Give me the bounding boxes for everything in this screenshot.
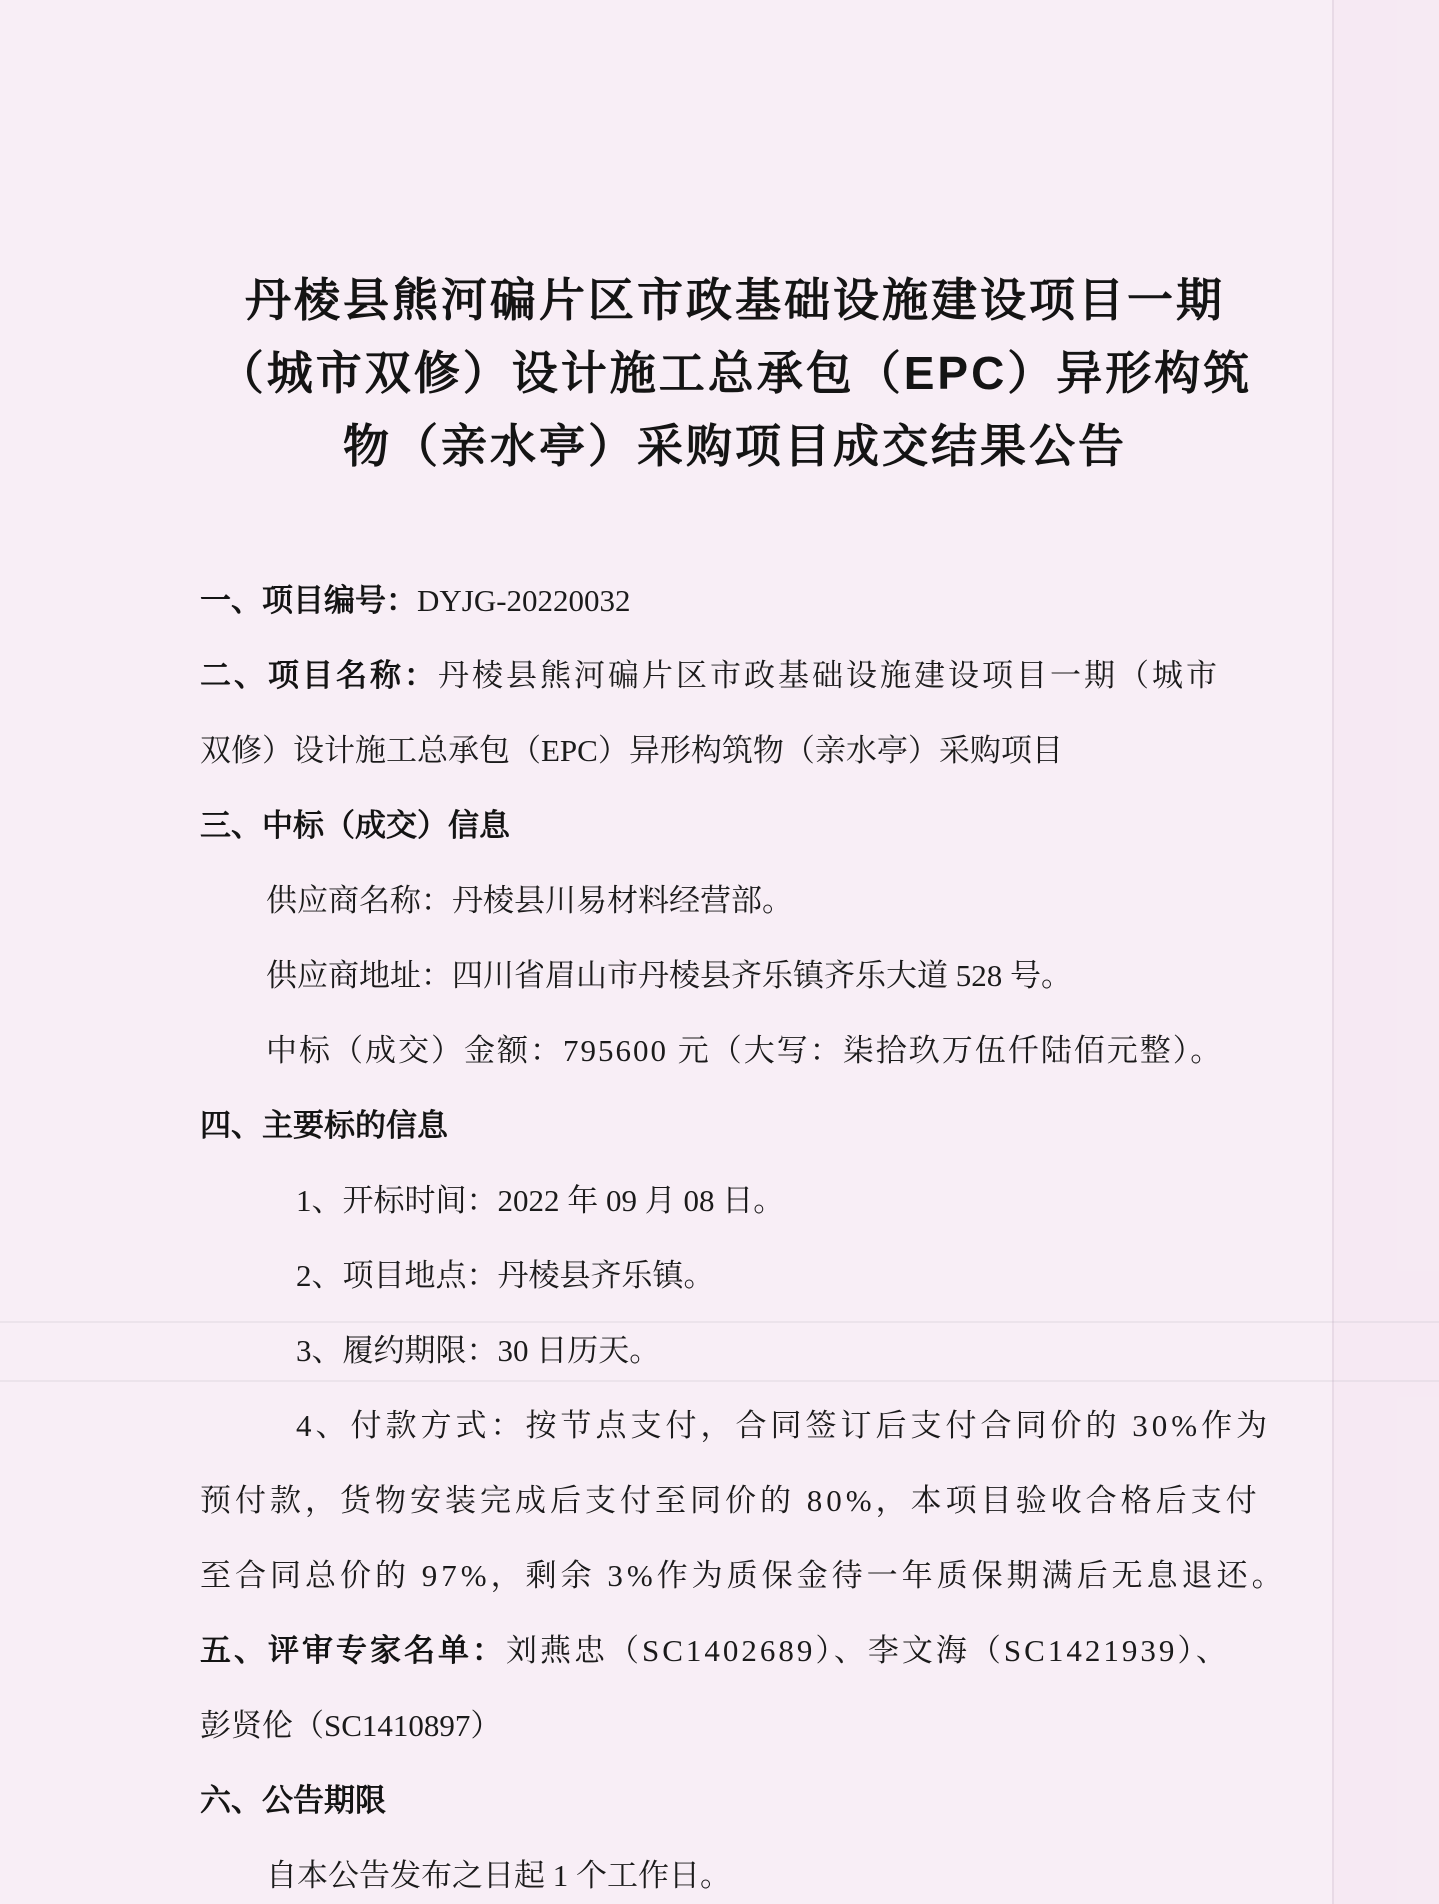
supplier-name-value: 供应商名称：丹棱县川易材料经营部。 [266, 883, 793, 918]
opening-time-value: 1、开标时间：2022 年 09 月 08 日。 [296, 1183, 785, 1218]
experts-list-label: 五、评审专家名单： [200, 1633, 506, 1668]
document-title [200, 264, 1270, 483]
payment-terms-line-2 [200, 1463, 1270, 1538]
project-name-value-2: 双修）设计施工总承包（EPC）异形构筑物（亲水亭）采购项目 [200, 733, 1063, 768]
title-line-2: （城市双修）设计施工总承包（EPC）异形构筑 [217, 347, 1253, 399]
project-name-line-2 [200, 713, 1270, 788]
supplier-name-line [200, 863, 1270, 938]
title-line-3: 物（亲水亭）采购项目成交结果公告 [343, 420, 1127, 472]
experts-list-line-2 [200, 1688, 1270, 1763]
project-number-value: DYJG-20220032 [417, 583, 631, 618]
announcement-period-heading-label: 六、公告期限 [200, 1783, 386, 1818]
performance-period-line [200, 1313, 1270, 1388]
payment-terms-line-3 [200, 1538, 1287, 1613]
project-number-label: 一、项目编号： [200, 583, 417, 618]
payment-terms-value-3: 至合同总价的 97%，剩余 3%作为质保金待一年质保期满后无息退还。 [200, 1558, 1287, 1593]
title-line-1: 丹棱县熊河碥片区市政基础设施建设项目一期 [245, 274, 1225, 326]
award-amount-value: 中标（成交）金额：795600 元（大写：柒拾玖万伍仟陆佰元整）。 [266, 1033, 1224, 1068]
project-name-line-1 [200, 638, 1270, 713]
payment-terms-value-1: 4、付款方式：按节点支付，合同签订后支付合同价的 30%作为 [296, 1408, 1272, 1443]
document-content [200, 0, 1287, 1904]
scan-page-edge-line [1332, 0, 1334, 1904]
project-name-value-1: 丹棱县熊河碥片区市政基础设施建设项目一期（城市 [438, 658, 1220, 693]
payment-terms-line-1 [200, 1388, 1270, 1463]
project-location-line [200, 1238, 1270, 1313]
opening-time-line [200, 1163, 1270, 1238]
project-location-value: 2、项目地点：丹棱县齐乐镇。 [296, 1258, 715, 1293]
experts-list-value-1: 刘燕忠（SC1402689）、李文海（SC1421939）、 [506, 1633, 1230, 1668]
award-amount-line [200, 1013, 1270, 1088]
supplier-address-value: 供应商地址：四川省眉山市丹棱县齐乐镇齐乐大道 528 号。 [266, 958, 1072, 993]
main-target-heading-label: 四、主要标的信息 [200, 1108, 448, 1143]
announcement-period-value: 自本公告发布之日起 1 个工作日。 [266, 1858, 731, 1893]
announcement-period-heading [200, 1763, 1270, 1838]
experts-list-value-2: 彭贤伦（SC1410897） [200, 1708, 502, 1743]
performance-period-value: 3、履约期限：30 日历天。 [296, 1333, 661, 1368]
document-body [200, 563, 1287, 1904]
project-number-line [200, 563, 1270, 638]
payment-terms-value-2: 预付款，货物安装完成后支付至同价的 80%，本项目验收合格后支付 [200, 1483, 1261, 1518]
award-info-heading-label: 三、中标（成交）信息 [200, 808, 510, 843]
main-target-heading [200, 1088, 1270, 1163]
project-name-label: 二、项目名称： [200, 658, 438, 693]
experts-list-line-1 [200, 1613, 1270, 1688]
announcement-period-line [200, 1838, 1270, 1904]
supplier-address-line [200, 938, 1270, 1013]
scan-page-edge-band [1334, 0, 1439, 1904]
award-info-heading [200, 788, 1270, 863]
